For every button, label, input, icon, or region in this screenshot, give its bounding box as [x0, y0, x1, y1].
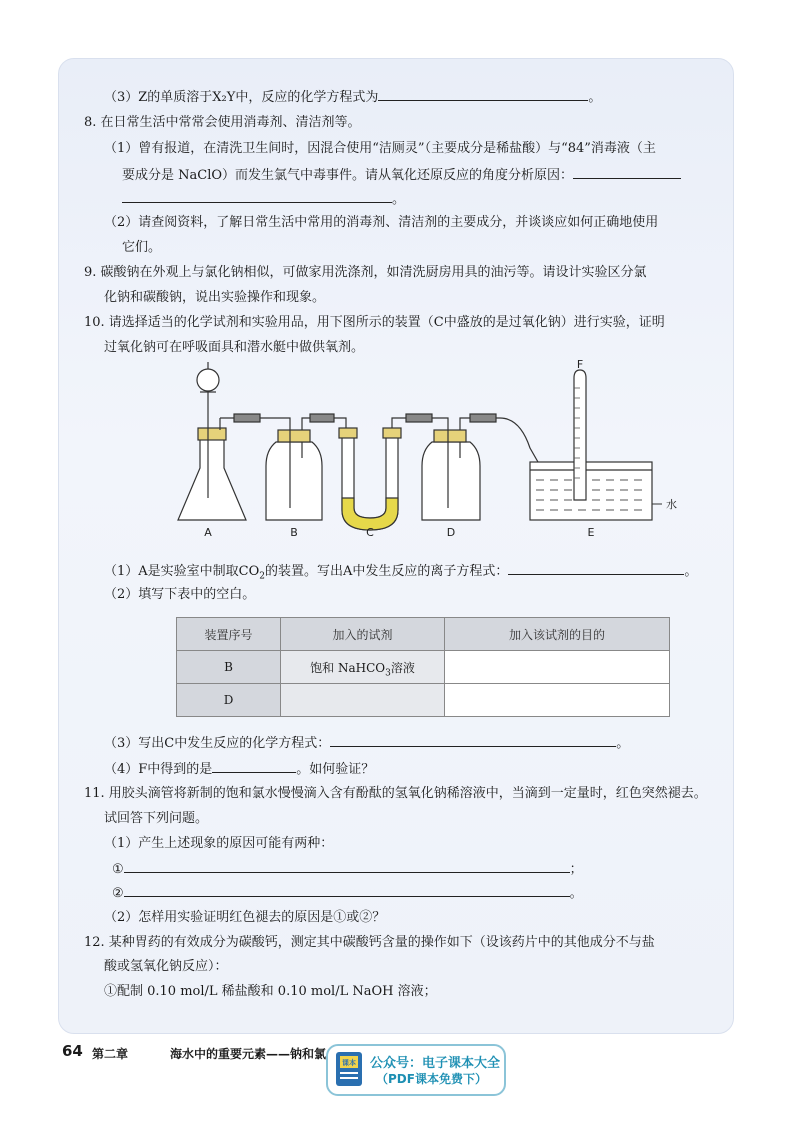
- q8-part2-line1: （2）请查阅资料，了解日常生活中常用的消毒剂、清洁剂的主要成分，并谈谈应如何正确地使用: [104, 215, 659, 230]
- bottle-B: [266, 442, 322, 520]
- book-icon: [334, 1050, 364, 1088]
- funnel-bulb-A: [197, 369, 219, 391]
- q12-line2: 酸或氢氧化钠反应）：: [104, 959, 228, 974]
- q10-part2: （2）填写下表中的空白。: [104, 587, 256, 602]
- q8-part1-line1: （1）曾有报道，在清洗卫生间时，因混合使用“洁厕灵”（主要成分是稀盐酸）与“84”消毒液（主: [104, 141, 656, 156]
- q11-part2: （2）怎样用实验证明红色褪去的原因是①或②？: [104, 910, 386, 925]
- q11-reason1: ① ；: [112, 862, 583, 877]
- chapter-title: 海水中的重要元素——钠和氯: [170, 1047, 327, 1061]
- table-header-purpose: 加入该试剂的目的: [445, 618, 670, 651]
- cylinder-F: [574, 370, 586, 500]
- table-row: [177, 684, 670, 717]
- trough-E: [530, 462, 652, 520]
- flask-A: [178, 438, 246, 520]
- reagent-table: [176, 617, 670, 717]
- table-header-device: 装置序号: [177, 618, 281, 651]
- label-C: C: [366, 526, 374, 539]
- table-cell-purpose[interactable]: [445, 684, 670, 717]
- table-cell-purpose[interactable]: [445, 651, 670, 684]
- q11-part1: （1）产生上述现象的原因可能有两种：: [104, 836, 334, 851]
- label-E: E: [587, 526, 595, 539]
- q10-line1: 10. 请选择适当的化学试剂和实验用品，用下图所示的装置（C中盛放的是过氧化钠）进行实验，证明: [84, 315, 665, 330]
- q8-part1-line2: 要成分是 NaClO）而发生氯气中毒事件。请从氧化还原反应的角度分析原因：: [122, 166, 681, 185]
- q11-line1: 11. 用胶头滴管将新制的饱和氯水慢慢滴入含有酚酞的氢氧化钠稀溶液中，当滴到一定量时，红色突然褪去。: [84, 786, 707, 801]
- label-water: 水: [666, 498, 677, 511]
- q12-step1: ①配制 0.10 mol/L 稀盐酸和 0.10 mol/L NaOH 溶液；: [104, 984, 437, 999]
- label-F: F: [576, 358, 584, 371]
- label-B: B: [290, 526, 298, 539]
- table-cell-reagent[interactable]: [281, 684, 445, 717]
- table-row: [177, 651, 670, 684]
- q9-line1: 9. 碳酸钠在外观上与氯化钠相似，可做家用洗涤剂，如清洗厨房用具的油污等。请设计实验区分氯: [84, 265, 647, 280]
- q12-line1: 12. 某种胃药的有效成分为碳酸钙，测定其中碳酸钙含量的操作如下（设该药片中的其他成分不与盐: [84, 935, 655, 950]
- chapter-label: 第二章: [92, 1047, 129, 1061]
- q10-line2: 过氧化钠可在呼吸面具和潜水艇中做供氧剂。: [104, 340, 365, 355]
- bottle-D: [422, 442, 480, 520]
- q11-line2: 试回答下列问题。: [104, 811, 209, 826]
- stopper-D: [434, 430, 466, 442]
- label-D: D: [446, 526, 456, 539]
- label-A: A: [204, 526, 212, 539]
- page-number: 64: [62, 1042, 83, 1060]
- q11-reason2: ② 。: [112, 886, 583, 901]
- svg-text:课本: 课本: [342, 1059, 356, 1067]
- q9-line2: 化钠和碳酸钠，说出实验操作和现象。: [104, 290, 326, 305]
- q8-part2-line2: 它们。: [122, 240, 162, 255]
- table-cell-device: D: [177, 684, 281, 717]
- q10-part4: （4）F中得到的是 。如何验证？: [104, 762, 375, 777]
- table-cell-reagent: 饱和 NaHCO$_3$溶液: [281, 651, 445, 684]
- stopper-B: [278, 430, 310, 442]
- q7-part3: （3）Z的单质溶于X₂Y中，反应的化学方程式为 。: [104, 90, 602, 105]
- q8-stem: 8. 在日常生活中常常会使用消毒剂、清洁剂等。: [84, 115, 361, 130]
- q10-part1: （1）A是实验室中制取$CO_2$的装置。写出A中发生反应的离子方程式： 。: [104, 564, 698, 582]
- badge-line2: （PDF课本免费下）: [376, 1072, 487, 1086]
- stopper-A: [198, 428, 226, 440]
- q10-part3: （3）写出C中发生反应的化学方程式： 。: [104, 736, 630, 751]
- table-cell-device: B: [177, 651, 281, 684]
- watermark-badge: [326, 1044, 506, 1096]
- apparatus-diagram: [170, 358, 690, 548]
- badge-line1: 公众号：电子课本大全: [370, 1056, 501, 1071]
- table-header-reagent: 加入的试剂: [281, 618, 445, 651]
- q8-part1-line3: 。: [122, 190, 405, 209]
